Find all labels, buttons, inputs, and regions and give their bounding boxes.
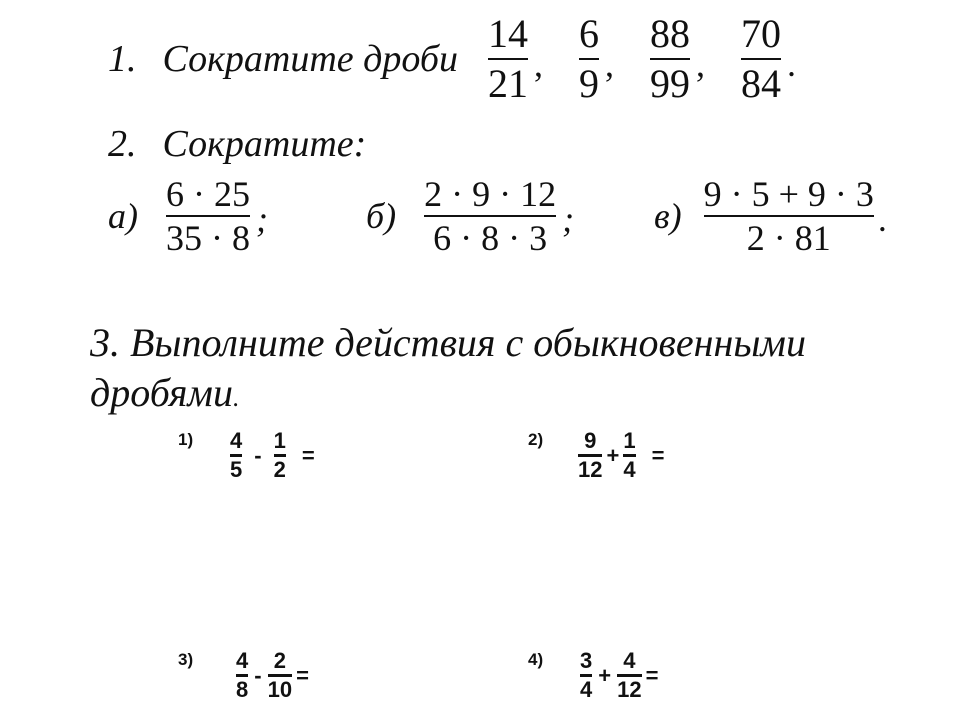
fraction-denominator: 35 · 8	[166, 218, 250, 258]
fraction-denominator: 8	[236, 677, 249, 702]
task1-fraction	[578, 11, 599, 106]
fraction-denominator: 10	[267, 677, 293, 702]
fraction-separator: .	[786, 44, 796, 84]
operator: +	[606, 442, 620, 468]
operator: -	[254, 442, 262, 468]
fraction-separator: ,	[604, 44, 614, 84]
fraction-denominator: 12	[617, 677, 642, 702]
item-separator: ;	[562, 199, 575, 239]
exercise-label: 2)	[528, 430, 544, 449]
fraction-denominator: 4	[623, 457, 636, 482]
fraction-denominator: 6 · 8 · 3	[433, 218, 548, 258]
task1-row	[108, 11, 796, 106]
exercise-fraction	[580, 650, 592, 701]
task2-item-a	[108, 176, 268, 256]
fraction-numerator: 6 · 25	[166, 174, 250, 214]
fraction-numerator: 4	[230, 428, 243, 453]
fraction-denominator: 2 · 81	[746, 218, 831, 258]
fraction-denominator: 4	[580, 677, 593, 702]
fraction-numerator: 2 · 9 · 12	[424, 174, 557, 214]
exercise-expression	[578, 430, 664, 481]
exercise-fraction	[623, 430, 635, 481]
task2-heading	[108, 122, 366, 166]
exercise-label: 1)	[178, 430, 194, 449]
fraction-numerator: 1	[623, 428, 636, 453]
task1-fraction	[740, 11, 781, 106]
operator: +	[598, 662, 612, 688]
task2-fraction	[424, 176, 556, 256]
task2-fraction	[704, 176, 874, 256]
task3-line2-end: .	[232, 383, 240, 412]
fraction-separator: ,	[533, 44, 543, 84]
fraction-denominator: 2	[273, 457, 286, 482]
item-separator: ;	[256, 199, 268, 239]
fraction-numerator: 9 · 5 + 9 · 3	[703, 174, 874, 214]
task2-text: Сократите:	[162, 123, 367, 165]
equals-sign: =	[296, 662, 309, 688]
fraction-numerator: 6	[578, 11, 599, 56]
operator: -	[254, 662, 262, 688]
task3-line1: 3. Выполните действия с обыкновенными	[90, 320, 806, 365]
exercise-fraction	[230, 430, 242, 481]
fraction-numerator: 70	[740, 11, 781, 56]
exercise-label: 4)	[528, 650, 544, 669]
exercise-expression	[580, 650, 658, 701]
exercise-expression	[230, 430, 315, 481]
fraction-denominator: 12	[578, 457, 603, 482]
fraction-numerator: 4	[623, 648, 636, 673]
task1-fraction	[487, 11, 528, 106]
fraction-denominator: 84	[740, 61, 781, 106]
task1-text: Сократите дроби	[162, 38, 458, 80]
item-label: б)	[366, 196, 397, 236]
task1-fraction	[649, 11, 690, 106]
fraction-numerator: 4	[236, 648, 249, 673]
task3-line2-wrap	[90, 368, 806, 423]
task2-item-b	[366, 176, 574, 256]
task2-label: 2.	[108, 123, 137, 165]
fraction-numerator: 3	[580, 648, 593, 673]
task1-label: 1.	[108, 38, 137, 80]
fraction-denominator: 9	[578, 61, 599, 106]
item-label: а)	[108, 196, 138, 236]
exercise-label: 3)	[178, 650, 194, 669]
equals-sign: =	[645, 662, 659, 688]
task2-item-v	[654, 176, 887, 256]
exercise-fraction	[617, 650, 641, 701]
fraction-numerator: 2	[273, 648, 286, 673]
item-label: в)	[654, 196, 682, 236]
equals-sign: =	[651, 442, 665, 468]
exercise-fraction	[578, 430, 602, 481]
exercise-fraction	[268, 650, 292, 701]
exercise-fraction	[274, 430, 286, 481]
fraction-separator: ,	[695, 44, 705, 84]
task2-fraction	[166, 176, 250, 256]
equals-sign: =	[301, 442, 315, 468]
item-separator: .	[877, 199, 887, 239]
task3-line2: дробями	[90, 370, 233, 415]
task3-heading	[90, 318, 806, 423]
fraction-numerator: 88	[649, 11, 690, 56]
fraction-numerator: 14	[487, 11, 528, 56]
fraction-denominator: 5	[230, 457, 243, 482]
fraction-numerator: 1	[273, 428, 286, 453]
exercise-expression	[236, 650, 309, 701]
fraction-numerator: 9	[584, 428, 597, 453]
fraction-denominator: 21	[487, 61, 528, 106]
fraction-denominator: 99	[649, 61, 690, 106]
exercise-fraction	[236, 650, 248, 701]
